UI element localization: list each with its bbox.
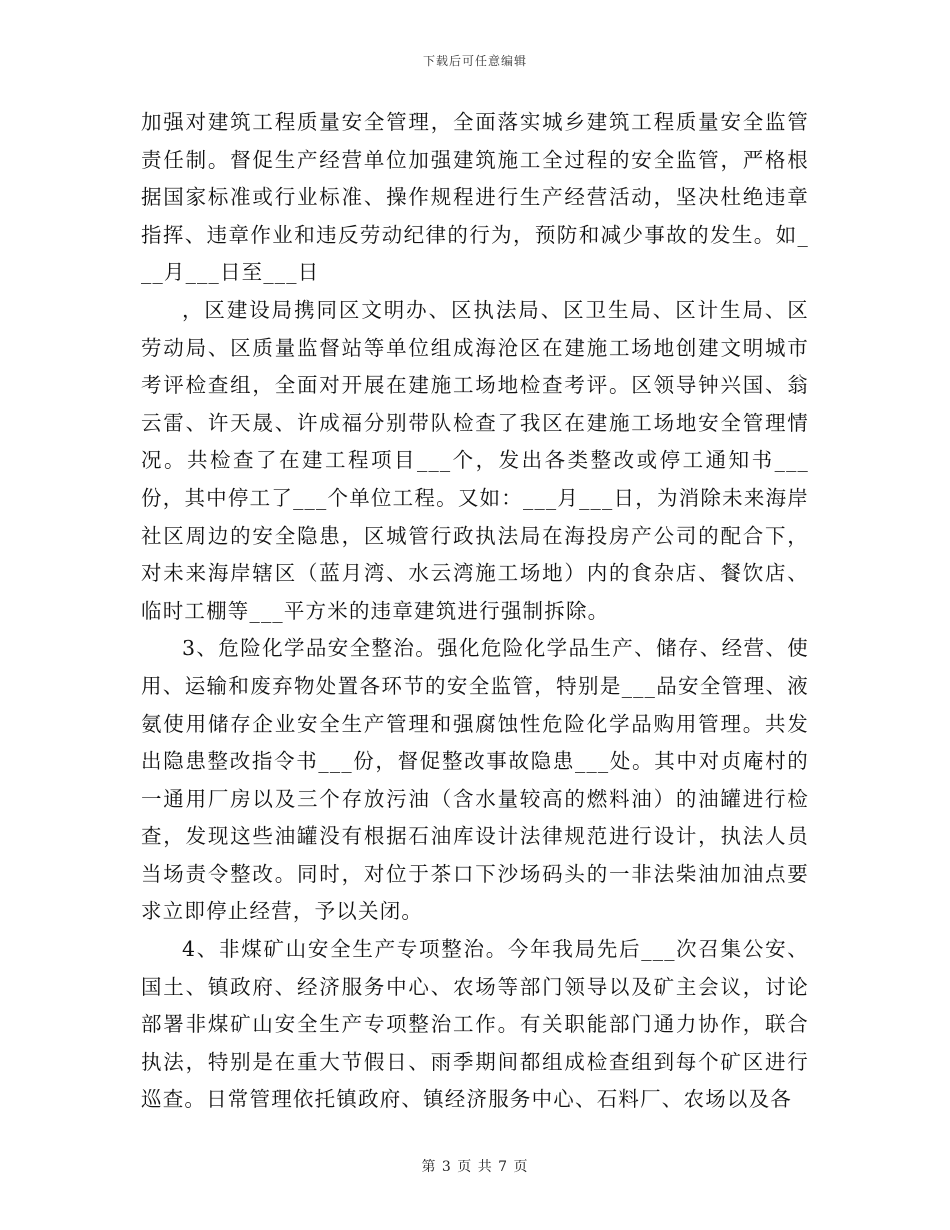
page-header: 下载后可任意编辑 (422, 54, 527, 68)
paragraph-3: 3、危险化学品安全整治。强化危险化学品生产、储存、经营、使用、运输和废弃物处置各环节的安全监管，特别是___品安全管理、液氨使用储存企业安全生产管理和强腐蚀性危险化学品购用管理。共发出隐患整改指令书___份，督促整改事故隐患___处。其中对贞庵村的一通用厂房以及三个存放污油（含水量较高的燃料油）的油罐进行检查，发现这些油罐没有根据石油库设计法律规范进行设计，执法人员当场责令整改。同时，对位于茶口下沙场码头的一非法柴油加油点要求立即停止经营，予以关闭。 (141, 636, 809, 924)
paragraph-1: 加强对建筑工程质量安全管理，全面落实城乡建筑工程质量安全监管责任制。督促生产经营单位加强建筑施工全过程的安全监管，严格根据国家标准或行业标准、操作规程进行生产经营活动，坚决杜绝违章指挥、违章作业和违反劳动纪律的行为，预防和减少事故的发生。如___月___日至___日 (141, 110, 809, 285)
document-body (141, 104, 809, 1119)
paragraph-2: ，区建设局携同区文明办、区执法局、区卫生局、区计生局、区劳动局、区质量监督站等单位组成海沧区在建施工场地创建文明城市考评检查组，全面对开展在建施工场地检查考评。区领导钟兴国、翁云雷、许天晟、许成福分别带队检查了我区在建施工场地安全管理情况。共检查了在建工程项目___个，发出各类整改或停工通知书___份，其中停工了___个单位工程。又如：___月___日，为消除未来海岸社区周边的安全隐患，区城管行政执法局在海投房产公司的配合下，对未来海岸辖区（蓝月湾、水云湾施工场地）内的食杂店、餐饮店、临时工棚等___平方米的违章建筑进行强制拆除。 (141, 297, 809, 623)
paragraph-4: 4、非煤矿山安全生产专项整治。今年我局先后___次召集公安、国土、镇政府、经济服务中心、农场等部门领导以及矿主会议，讨论部署非煤矿山安全生产专项整治工作。有关职能部门通力协作，联合执法，特别是在重大节假日、雨季期间都组成检查组到每个矿区进行巡查。日常管理依托镇政府、镇经济服务中心、石料厂、农场以及各 (141, 937, 809, 1112)
page-number: 第 3 页 共 7 页 (421, 1159, 529, 1175)
